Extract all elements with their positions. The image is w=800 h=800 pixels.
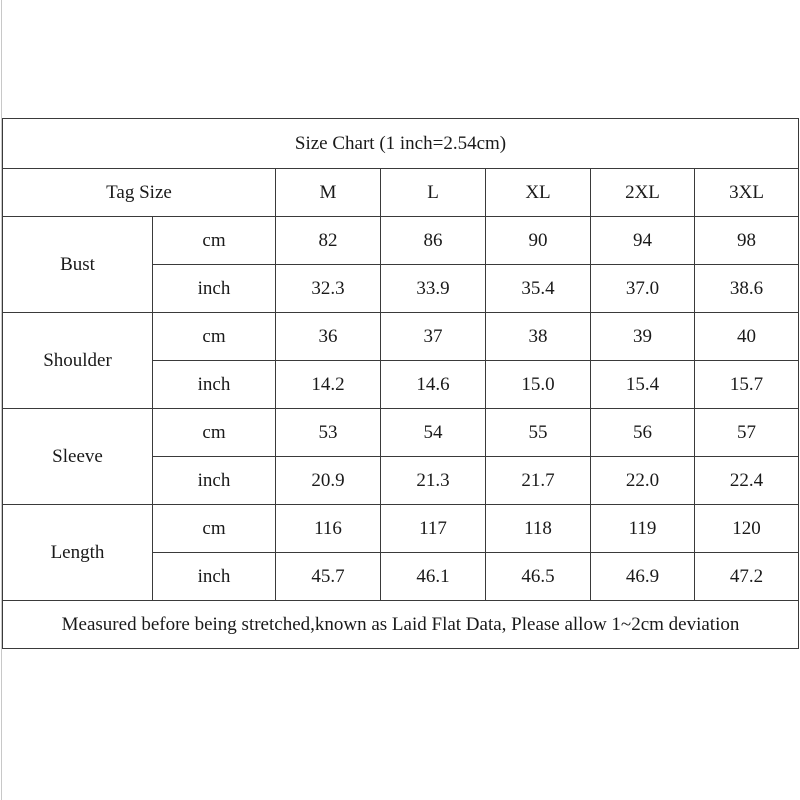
value-cell: 15.7 xyxy=(695,361,799,409)
size-chart-table xyxy=(2,118,799,649)
value-cell: 46.5 xyxy=(486,553,591,601)
value-cell: 38.6 xyxy=(695,265,799,313)
size-header-m: M xyxy=(276,169,381,217)
value-cell: 36 xyxy=(276,313,381,361)
value-cell: 21.7 xyxy=(486,457,591,505)
value-cell: 120 xyxy=(695,505,799,553)
value-cell: 47.2 xyxy=(695,553,799,601)
value-cell: 57 xyxy=(695,409,799,457)
value-cell: 20.9 xyxy=(276,457,381,505)
size-header-l: L xyxy=(381,169,486,217)
value-cell: 39 xyxy=(591,313,695,361)
size-header-2xl: 2XL xyxy=(591,169,695,217)
value-cell: 35.4 xyxy=(486,265,591,313)
value-cell: 119 xyxy=(591,505,695,553)
header-row xyxy=(3,169,799,217)
value-cell: 86 xyxy=(381,217,486,265)
value-cell: 37 xyxy=(381,313,486,361)
value-cell: 55 xyxy=(486,409,591,457)
value-cell: 38 xyxy=(486,313,591,361)
value-cell: 40 xyxy=(695,313,799,361)
measurement-note: Measured before being stretched,known as Laid Flat Data, Please allow 1~2cm deviation xyxy=(3,601,799,649)
value-cell: 90 xyxy=(486,217,591,265)
value-cell: 22.0 xyxy=(591,457,695,505)
table-row xyxy=(3,409,799,457)
value-cell: 14.6 xyxy=(381,361,486,409)
value-cell: 98 xyxy=(695,217,799,265)
value-cell: 94 xyxy=(591,217,695,265)
value-cell: 46.1 xyxy=(381,553,486,601)
value-cell: 45.7 xyxy=(276,553,381,601)
value-cell: 54 xyxy=(381,409,486,457)
value-cell: 56 xyxy=(591,409,695,457)
value-cell: 33.9 xyxy=(381,265,486,313)
measurement-name-shoulder: Shoulder xyxy=(3,313,153,409)
size-header-xl: XL xyxy=(486,169,591,217)
unit-cell: inch xyxy=(153,361,276,409)
chart-title: Size Chart (1 inch=2.54cm) xyxy=(3,119,799,169)
value-cell: 37.0 xyxy=(591,265,695,313)
value-cell: 32.3 xyxy=(276,265,381,313)
table-row xyxy=(3,217,799,265)
title-row xyxy=(3,119,799,169)
unit-cell: cm xyxy=(153,217,276,265)
value-cell: 15.4 xyxy=(591,361,695,409)
table-row xyxy=(3,313,799,361)
unit-cell: cm xyxy=(153,313,276,361)
measurement-name-length: Length xyxy=(3,505,153,601)
table-row xyxy=(3,505,799,553)
value-cell: 22.4 xyxy=(695,457,799,505)
size-header-3xl: 3XL xyxy=(695,169,799,217)
value-cell: 118 xyxy=(486,505,591,553)
measurement-name-bust: Bust xyxy=(3,217,153,313)
value-cell: 21.3 xyxy=(381,457,486,505)
value-cell: 14.2 xyxy=(276,361,381,409)
unit-cell: inch xyxy=(153,553,276,601)
unit-cell: inch xyxy=(153,457,276,505)
measurement-name-sleeve: Sleeve xyxy=(3,409,153,505)
unit-cell: cm xyxy=(153,505,276,553)
value-cell: 46.9 xyxy=(591,553,695,601)
note-row xyxy=(3,601,799,649)
value-cell: 82 xyxy=(276,217,381,265)
value-cell: 117 xyxy=(381,505,486,553)
value-cell: 15.0 xyxy=(486,361,591,409)
tag-size-label: Tag Size xyxy=(3,169,276,217)
value-cell: 116 xyxy=(276,505,381,553)
value-cell: 53 xyxy=(276,409,381,457)
unit-cell: cm xyxy=(153,409,276,457)
unit-cell: inch xyxy=(153,265,276,313)
